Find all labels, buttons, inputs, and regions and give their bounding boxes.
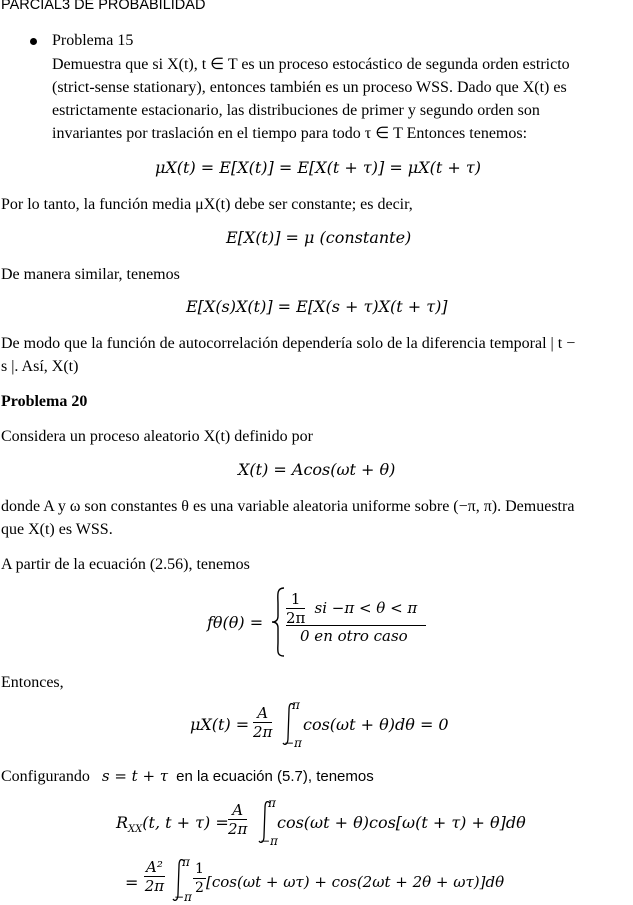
text5-post: en la ecuación (5.7), tenemos [176,768,374,785]
left-brace-icon [270,586,286,658]
pdf-condition: si −π < θ < π [314,599,418,617]
mean-num: A [253,704,272,723]
rxx-upper-limit: π [268,796,276,810]
problem20-text1: Considera un proceso aleatorio X(t) definido por [1,428,313,445]
problem20-text2a: donde A y ω son constantes θ es una variable aleatoria uniforme sobre (−π, π). Demuestra [1,498,575,515]
last-lower-limit: −π [174,890,192,904]
last-upper-limit: π [182,855,190,869]
rxx-symbol: R [116,813,129,832]
rxx-lhs [116,813,229,835]
rxx-args: (t, t + τ) = [142,813,229,832]
pdf-den: 2π [286,609,306,627]
pdf-lhs: fθ(θ) = [207,613,264,632]
problem15-line4: invariantes por traslación en el tiempo para todo τ ∈ T Entonces tenemos: [52,125,528,142]
problem15-text3a: De modo que la función de autocorrelación dependería solo de la diferencia temporal | t − [1,335,576,352]
rxx-rhs: cos(ωt + θ)cos[ω(t + τ) + θ]dθ [277,813,526,832]
problem20-text3: A partir de la ecuación (2.56), tenemos [1,556,250,573]
last-den: 2π [144,877,165,895]
last-half-den: 2 [195,880,204,896]
mean-rhs: cos(ωt + θ)dθ = 0 [303,715,449,734]
equation-autocorrelation: E[X(s)X(t)] = E[X(s + τ)X(t + τ)] [186,297,448,316]
problem15-line3: estrictamente estacionario, las distribuciones de primer y segundo orden son [52,102,540,119]
problem20-text4: Entonces, [1,674,64,691]
pdf-num: 1 [286,590,305,609]
rxx-fraction [228,801,247,838]
problem20-label: Problema 20 [1,393,88,410]
last-rhs: [cos(ωt + ωτ) + cos(2ωt + 2θ + ωτ)]dθ [206,873,505,891]
problem15-text3b: s |. Así, X(t) [1,358,79,375]
last-fraction [144,858,165,895]
last-num: A² [146,858,163,876]
problem15-line2: (strict-sense stationary), entonces también es un proceso WSS. Dado que X(t) es [52,79,567,96]
mean-lower-limit: −π [284,736,302,750]
mean-fraction [253,704,272,741]
document-title: PARCIAL3 DE PROBABILIDAD [1,0,206,13]
pdf-case-divider [286,625,426,626]
mean-lhs: μX(t) = [190,715,250,734]
equation-process-definition: X(t) = Acos(ωt + θ) [238,460,396,479]
text5-pre: Configurando [1,768,90,785]
bullet-icon [30,38,37,45]
problem15-text1: Por lo tanto, la función media μX(t) debe ser constante; es decir, [1,196,413,213]
equation-constant-mean: E[X(t)] = μ (constante) [226,228,412,247]
pdf-case2: 0 en otro caso [300,627,408,645]
problem15-text2: De manera similar, tenemos [1,266,180,283]
equation-mean-invariance: μX(t) = E[X(t)] = E[X(t + τ)] = μX(t + τ) [155,158,481,177]
problem20-text5 [1,765,374,788]
rxx-lower-limit: −π [260,834,278,848]
problem15-line1: Demuestra que si X(t), t ∈ T es un proceso estocástico de segunda orden estricto [52,56,570,73]
rxx-num: A [228,801,247,820]
last-half-fraction [193,860,206,897]
problem20-text2b: que X(t) es WSS. [1,521,113,538]
problem15-label: Problema 15 [52,32,134,49]
text5-eq: s = t + τ [101,767,169,785]
last-half-num: 1 [195,861,204,877]
rxx-subscript: XX [128,824,143,836]
mean-upper-limit: π [292,698,300,712]
rxx-den: 2π [228,820,248,838]
last-equals: = [125,873,139,892]
pdf-case1 [286,590,417,627]
mean-den: 2π [253,723,273,741]
